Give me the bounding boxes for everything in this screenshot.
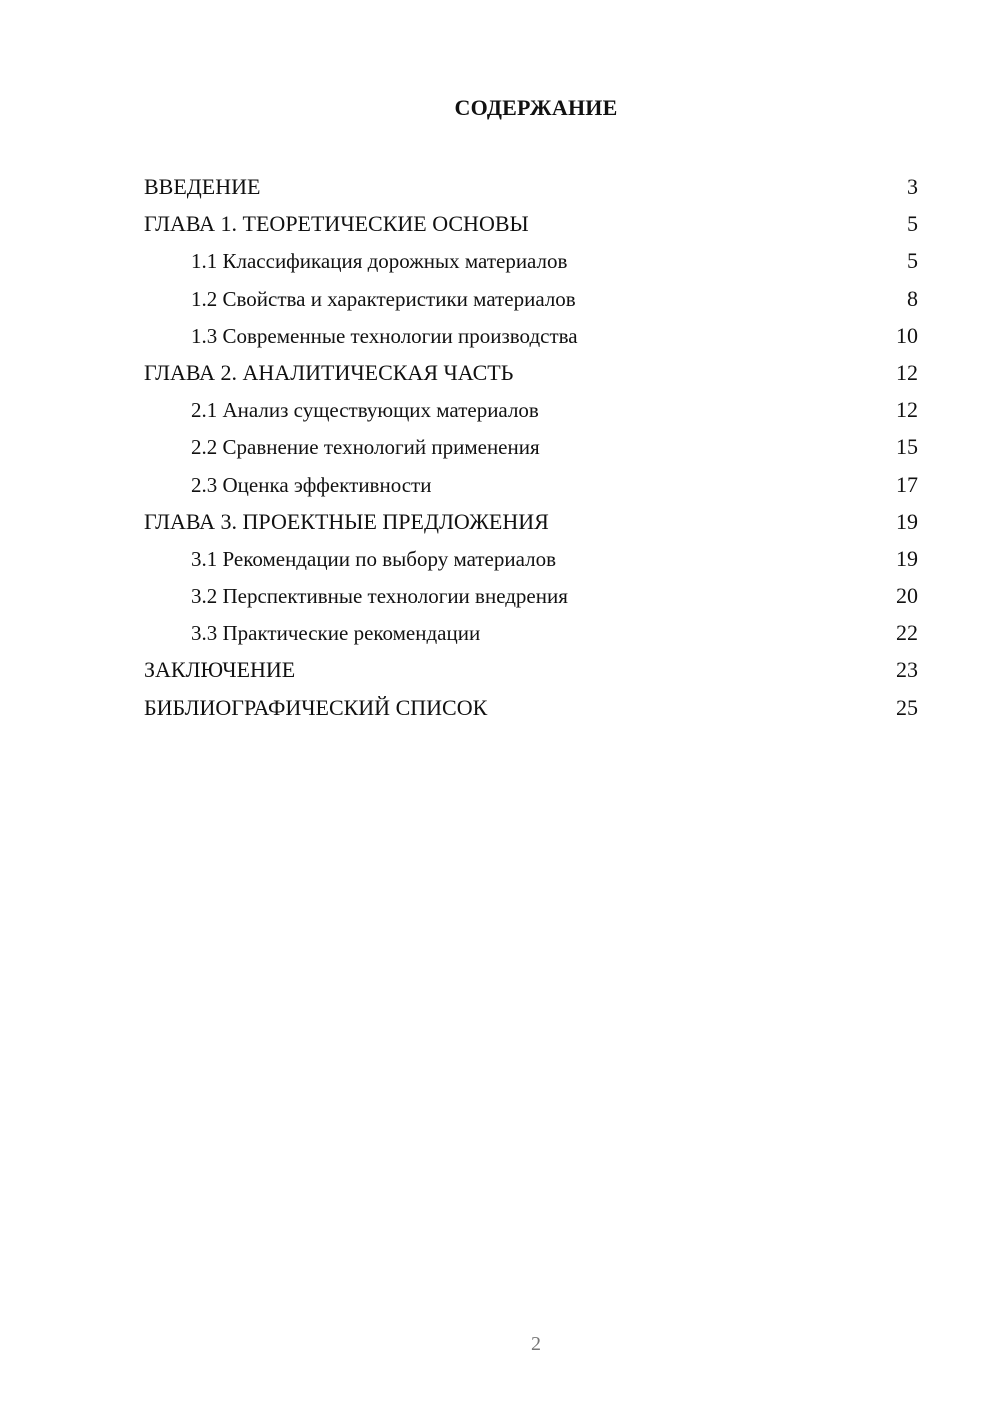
page-title: СОДЕРЖАНИЕ	[454, 95, 618, 120]
toc-section-entry	[144, 428, 918, 465]
toc-entry-title: 1.2 Свойства и характеристики материалов	[191, 286, 576, 311]
toc-entry-page: 20	[896, 583, 918, 609]
toc-entry-title: 3.2 Перспективные технологии внедрения	[191, 584, 568, 609]
toc-entry-page: 22	[896, 620, 918, 646]
toc-entry-page: 19	[896, 545, 918, 571]
toc-entry-page: 12	[896, 359, 918, 385]
toc-chapter-entry	[144, 205, 918, 242]
toc-section-entry	[144, 577, 918, 614]
toc-entry-title: ГЛАВА 2. АНАЛИТИЧЕСКАЯ ЧАСТЬ	[144, 359, 514, 385]
toc-chapter-entry	[144, 354, 918, 391]
toc-entry-title: ЗАКЛЮЧЕНИЕ	[144, 657, 296, 683]
toc-section-entry	[144, 391, 918, 428]
toc-chapter-entry	[144, 503, 918, 540]
toc-entry-page: 8	[907, 285, 918, 311]
table-of-contents	[144, 168, 918, 726]
toc-chapter-entry	[144, 651, 918, 688]
toc-entry-title: 3.1 Рекомендации по выбору материалов	[191, 546, 557, 571]
toc-entry-title: 1.1 Классификация дорожных материалов	[191, 249, 568, 274]
toc-entry-page: 17	[896, 471, 918, 497]
toc-entry-title: ВВЕДЕНИЕ	[144, 174, 261, 199]
toc-section-entry	[144, 614, 918, 651]
toc-entry-page: 5	[907, 248, 918, 274]
toc-entry-title: 3.3 Практические рекомендации	[191, 621, 481, 646]
toc-entry-title: БИБЛИОГРАФИЧЕСКИЙ СПИСОК	[144, 694, 488, 720]
toc-entry-page: 3	[907, 174, 918, 199]
toc-entry-page: 15	[896, 434, 918, 460]
toc-entry-page: 25	[896, 694, 918, 720]
toc-entry-title: 2.2 Сравнение технологий применения	[191, 435, 540, 460]
toc-chapter-entry	[144, 168, 918, 205]
toc-entry-page: 12	[896, 397, 918, 423]
toc-entry-page: 10	[896, 322, 918, 348]
toc-entry-title: ГЛАВА 1. ТЕОРЕТИЧЕСКИЕ ОСНОВЫ	[144, 211, 529, 237]
toc-section-entry	[144, 280, 918, 317]
toc-entry-page: 23	[896, 657, 918, 683]
toc-entry-title: 2.1 Анализ существующих материалов	[191, 398, 539, 423]
toc-section-entry	[144, 466, 918, 503]
toc-section-entry	[144, 242, 918, 279]
toc-entry-title: 2.3 Оценка эффективности	[191, 472, 432, 497]
toc-section-entry	[144, 317, 918, 354]
toc-section-entry	[144, 540, 918, 577]
toc-entry-page: 19	[896, 508, 918, 534]
toc-entry-title: 1.3 Современные технологии производства	[191, 323, 578, 348]
toc-entry-page: 5	[907, 211, 918, 237]
page-number: 2	[531, 1333, 541, 1355]
toc-chapter-entry	[144, 689, 918, 726]
toc-entry-title: ГЛАВА 3. ПРОЕКТНЫЕ ПРЕДЛОЖЕНИЯ	[144, 508, 549, 534]
